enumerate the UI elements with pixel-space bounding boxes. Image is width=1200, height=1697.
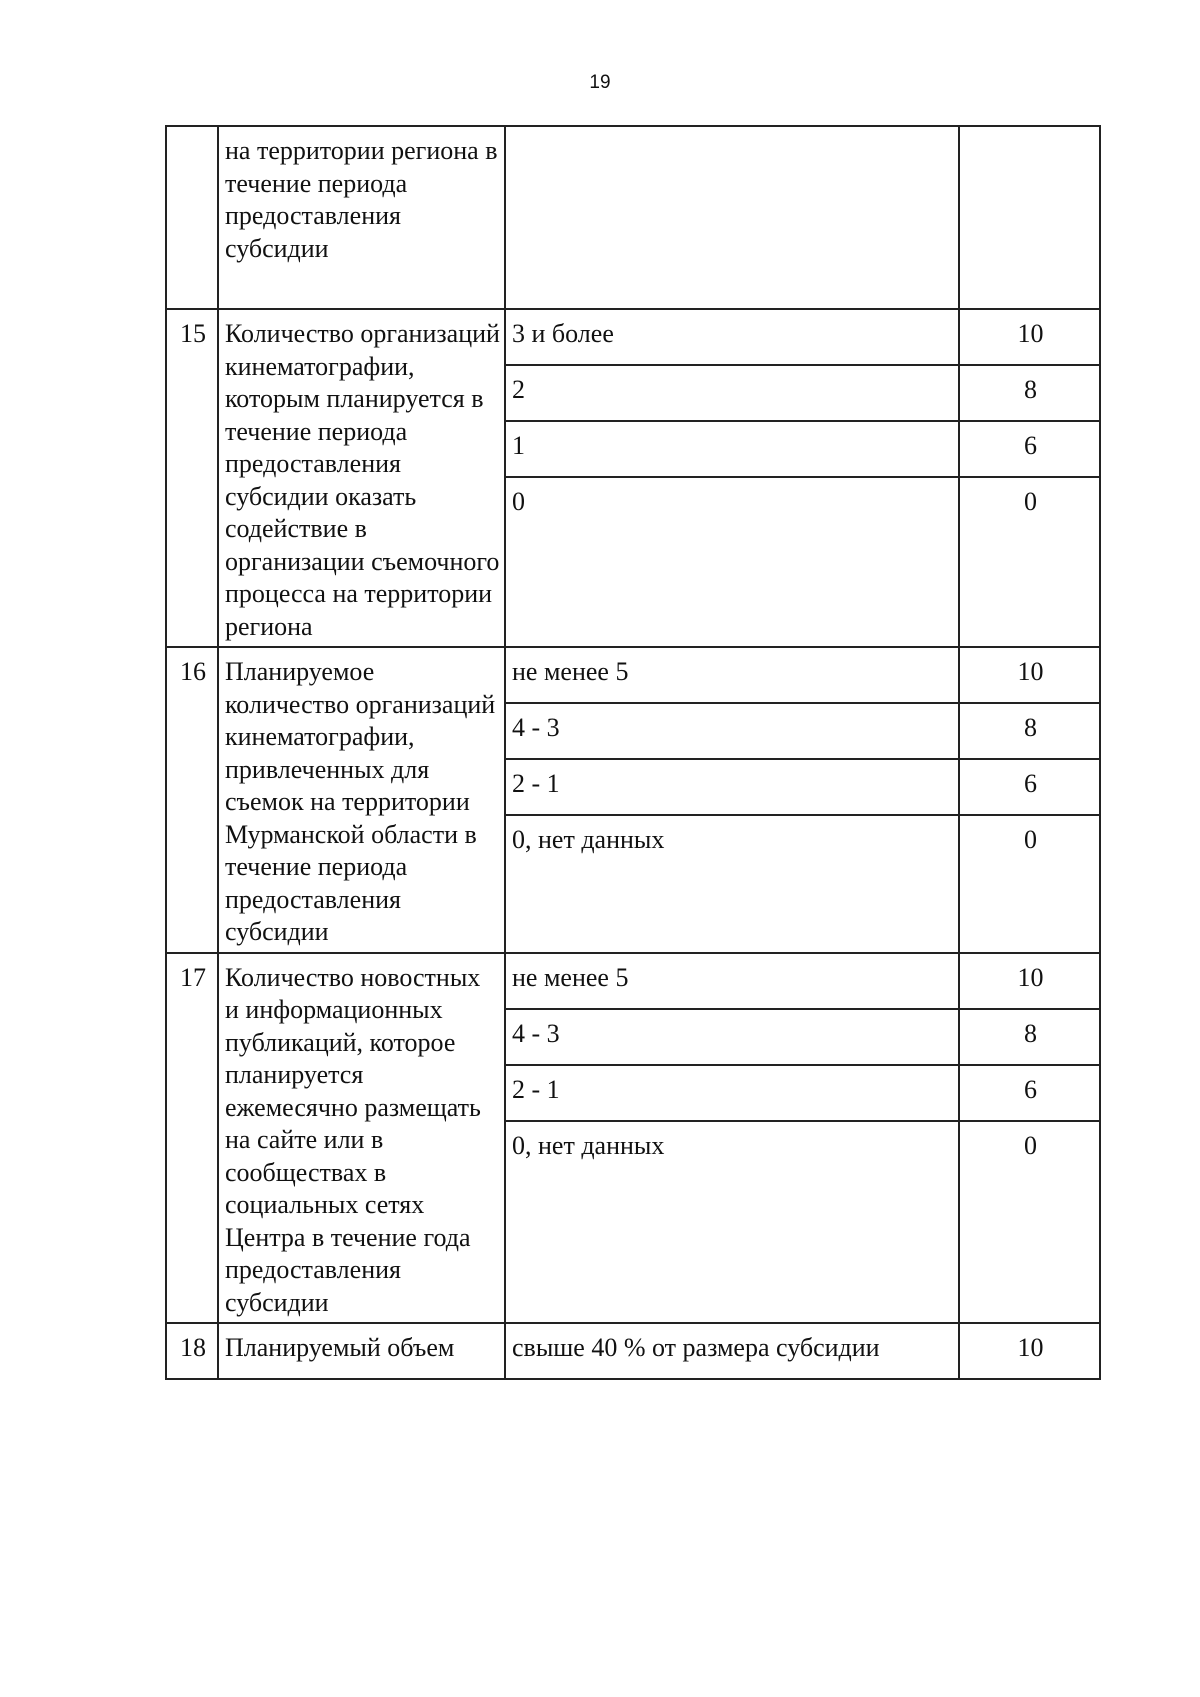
table-row (166, 647, 1100, 703)
row-number-cell: 16 (166, 647, 218, 953)
row-number-cell: 15 (166, 309, 218, 647)
score-cell: 8 (959, 703, 1100, 759)
value-cell: 4 - 3 (505, 1009, 959, 1065)
value-cell: 3 и более (505, 309, 959, 365)
score-cell: 10 (959, 309, 1100, 365)
score-cell: 6 (959, 759, 1100, 815)
value-cell: 0 (505, 477, 959, 647)
value-cell: 1 (505, 421, 959, 477)
value-cell: 4 - 3 (505, 703, 959, 759)
table-row (166, 953, 1100, 1009)
score-cell: 8 (959, 1009, 1100, 1065)
value-cell (505, 126, 959, 309)
score-cell (959, 126, 1100, 309)
criterion-name-cell: на территории региона в течение периода предоставления субсидии (218, 126, 505, 309)
table-row-continuation (166, 126, 1100, 309)
score-cell: 10 (959, 647, 1100, 703)
row-number-cell: 18 (166, 1323, 218, 1379)
table-row (166, 1323, 1100, 1379)
value-cell: не менее 5 (505, 953, 959, 1009)
score-cell: 10 (959, 953, 1100, 1009)
value-cell: 2 - 1 (505, 759, 959, 815)
value-cell: не менее 5 (505, 647, 959, 703)
row-number-cell: 17 (166, 953, 218, 1324)
score-cell: 8 (959, 365, 1100, 421)
value-cell: 0, нет данных (505, 1121, 959, 1324)
page-number: 19 (589, 72, 611, 93)
table-row (166, 309, 1100, 365)
score-cell: 0 (959, 477, 1100, 647)
criterion-name-cell: Планируемое количество организаций кинематографии, привлеченных для съемок на территории Мурманской области в течение периода предоставления субсидии (218, 647, 505, 953)
value-cell: 2 (505, 365, 959, 421)
row-number-cell (166, 126, 218, 309)
score-cell: 6 (959, 1065, 1100, 1121)
criterion-name-cell: Планируемый объем (218, 1323, 505, 1379)
score-cell: 10 (959, 1323, 1100, 1379)
value-cell: 2 - 1 (505, 1065, 959, 1121)
score-cell: 6 (959, 421, 1100, 477)
criteria-table (165, 125, 1101, 1380)
value-cell: 0, нет данных (505, 815, 959, 953)
score-cell: 0 (959, 1121, 1100, 1324)
score-cell: 0 (959, 815, 1100, 953)
criterion-name-cell: Количество организаций кинематографии, которым планируется в течение периода предоставления субсидии оказать содействие в организации съемочного процесса на территории региона (218, 309, 505, 647)
criterion-name-cell: Количество новостных и информационных публикаций, которое планируется ежемесячно размещать на сайте или в сообществах в социальных сетях Центра в течение года предоставления субсидии (218, 953, 505, 1324)
value-cell: свыше 40 % от размера субсидии (505, 1323, 959, 1379)
